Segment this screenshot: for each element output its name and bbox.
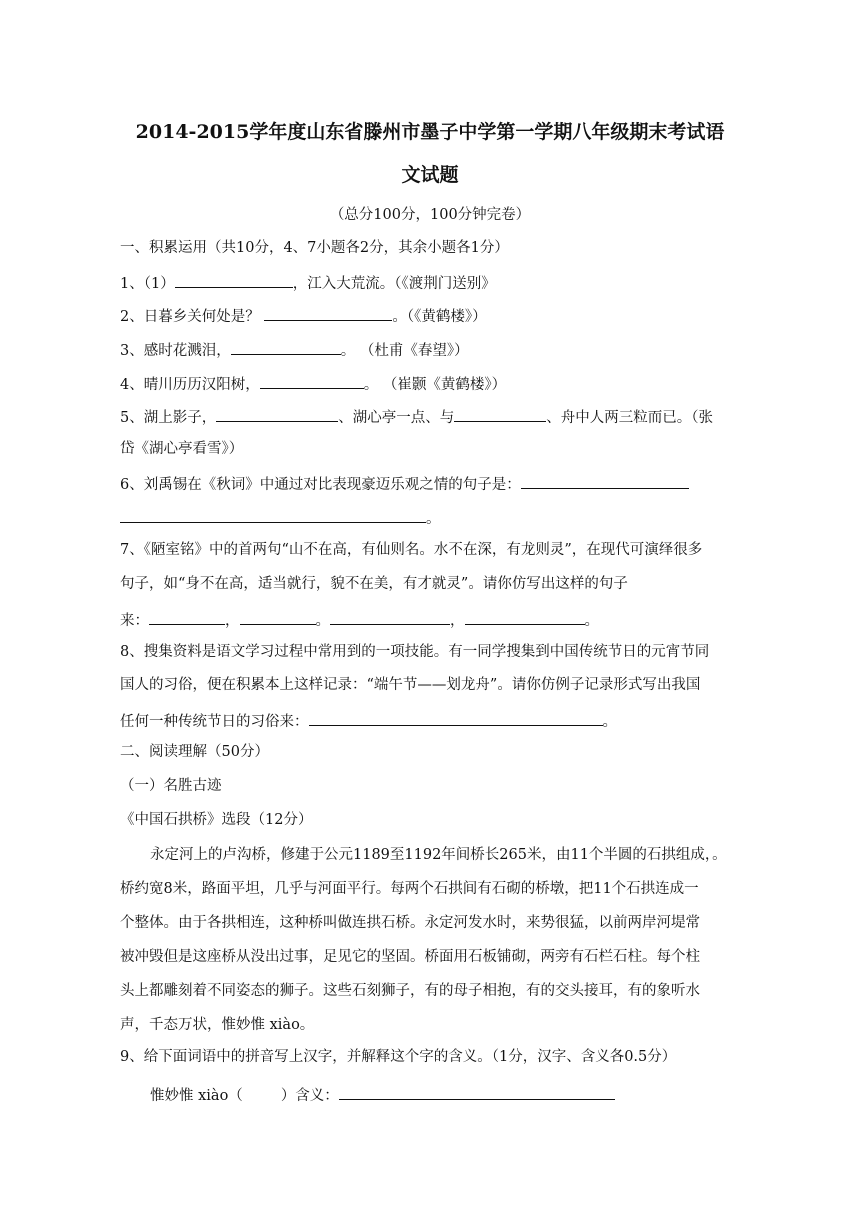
question-8-line-3 bbox=[120, 709, 740, 732]
exam-subtitle: （总分100分，100分钟完卷） bbox=[329, 207, 531, 223]
section1-heading: 一、积累运用（共10分，4、7小题各2分，其余小题各1分） bbox=[120, 240, 509, 256]
exam-title-line-1: 2014-2015学年度山东省滕州市墨子中学第一学期八年级期末考试语 bbox=[135, 121, 725, 143]
q1-prefix: 1、（1） bbox=[120, 276, 175, 292]
q4-suffix: 。 （崔颢《黄鹤楼》） bbox=[363, 377, 507, 393]
question-7-line-3 bbox=[120, 608, 740, 631]
question-1 bbox=[120, 271, 740, 294]
passage-line-2: 桥约宽8米，路面平坦，几乎与河面平行。每两个石拱间有石砌的桥墩，把11个石拱连成一 bbox=[120, 881, 699, 897]
q7-period-2: 。 bbox=[584, 613, 599, 629]
question-5-continued: 岱《湖心亭看雪》） bbox=[120, 441, 244, 457]
q7-comma-2: ， bbox=[450, 613, 465, 629]
passage-line-4: 被冲毁但是这座桥从没出过事，足见它的坚固。桥面用石板铺砌，两旁有石栏石柱。每个柱 bbox=[120, 949, 700, 965]
q1-suffix: ，江入大荒流。（《渡荆门送别》 bbox=[292, 276, 496, 292]
q2-suffix: 。（《黄鹤楼》） bbox=[392, 309, 487, 325]
question-7-line-2: 句子，如“身不在高，适当就行，貌不在美，有才就灵”。请你仿写出这样的句子 bbox=[120, 576, 628, 592]
question-4 bbox=[120, 372, 740, 395]
question-6 bbox=[120, 472, 740, 495]
q5-suffix: 、舟中人两三粒而已。（张 bbox=[546, 410, 713, 426]
q5-prefix: 5、湖上影子， bbox=[120, 410, 217, 426]
question-7-line-1: 7、《陋室铭》中的首两句“山不在高，有仙则名。水不在深，有龙则灵”，在现代可演绎很多 bbox=[120, 542, 703, 558]
q1-blank bbox=[175, 271, 293, 288]
q2-prefix: 2、日暮乡关何处是？ bbox=[120, 309, 265, 325]
question-3 bbox=[120, 338, 740, 361]
q4-prefix: 4、晴川历历汉阳树， bbox=[120, 377, 260, 393]
q7-prefix: 来： bbox=[120, 613, 149, 629]
question-2 bbox=[120, 304, 740, 327]
question-8-line-1: 8、搜集资料是语文学习过程中常用到的一项技能。有一同学搜集到中国传统节日的元宵节同 bbox=[120, 644, 710, 660]
question-9: 9、给下面词语中的拼音写上汉字，并解释这个字的含义。（1分，汉字、含义各0.5分） bbox=[120, 1049, 677, 1065]
q7-period-1: 。 bbox=[315, 613, 330, 629]
q4-blank bbox=[260, 372, 364, 389]
q7-comma-1: ， bbox=[225, 613, 240, 629]
section2-heading: 二、阅读理解（50分） bbox=[120, 744, 269, 760]
passage-line-5: 头上都雕刻着不同姿态的狮子。这些石刻狮子，有的母子相抱，有的交头接耳，有的象听水 bbox=[120, 983, 700, 999]
q7-blank-4 bbox=[465, 608, 585, 625]
q7-blank-3 bbox=[330, 608, 450, 625]
q3-suffix: 。 （杜甫《春望》） bbox=[340, 343, 469, 359]
q5-blank-1 bbox=[216, 405, 338, 422]
article-title: 《中国石拱桥》选段（12分） bbox=[120, 812, 313, 828]
passage-line-3: 个整体。由于各拱相连，这种桥叫做连拱石桥。永定河发水时，来势很猛，以前两岸河堤常 bbox=[120, 915, 700, 931]
subsection-heading: （一）名胜古迹 bbox=[120, 778, 222, 794]
q8-prefix: 任何一种传统节日的习俗来： bbox=[120, 714, 309, 730]
q5-blank-2 bbox=[454, 405, 546, 422]
question-6-continued bbox=[120, 506, 740, 529]
passage-line-6: 声，千态万状，惟妙惟 xiào。 bbox=[120, 1017, 315, 1033]
q2-blank bbox=[264, 304, 392, 321]
exam-title-line-2: 文试题 bbox=[401, 164, 459, 186]
q8-blank bbox=[309, 709, 603, 726]
question-5 bbox=[120, 405, 740, 428]
q7-blank-1 bbox=[149, 608, 225, 625]
q9-meaning-label: ）含义： bbox=[280, 1088, 339, 1104]
q3-prefix: 3、感时花溅泪， bbox=[120, 343, 231, 359]
q6-suffix: 。 bbox=[426, 511, 441, 527]
question-9-answer bbox=[150, 1083, 770, 1106]
q5-middle: 、湖心亭一点、与 bbox=[338, 410, 455, 426]
passage-line-1: 永定河上的卢沟桥，修建于公元1189至1192年间桥长265米，由11个半圆的石拱组成，。 bbox=[150, 847, 727, 863]
q6-blank-1 bbox=[521, 472, 689, 489]
q7-blank-2 bbox=[240, 608, 316, 625]
q6-prefix: 6、刘禹锡在《秋词》中通过对比表现豪迈乐观之情的句子是： bbox=[120, 477, 521, 493]
q9-word: 惟妙惟 xiào（ bbox=[150, 1088, 243, 1104]
q8-suffix: 。 bbox=[602, 714, 617, 730]
q9-meaning-blank bbox=[339, 1083, 615, 1100]
question-8-line-2: 国人的习俗，便在积累本上这样记录：“端午节——划龙舟”。请你仿例子记录形式写出我国 bbox=[120, 677, 701, 693]
q3-blank bbox=[231, 338, 341, 355]
q6-blank-2 bbox=[120, 506, 426, 523]
